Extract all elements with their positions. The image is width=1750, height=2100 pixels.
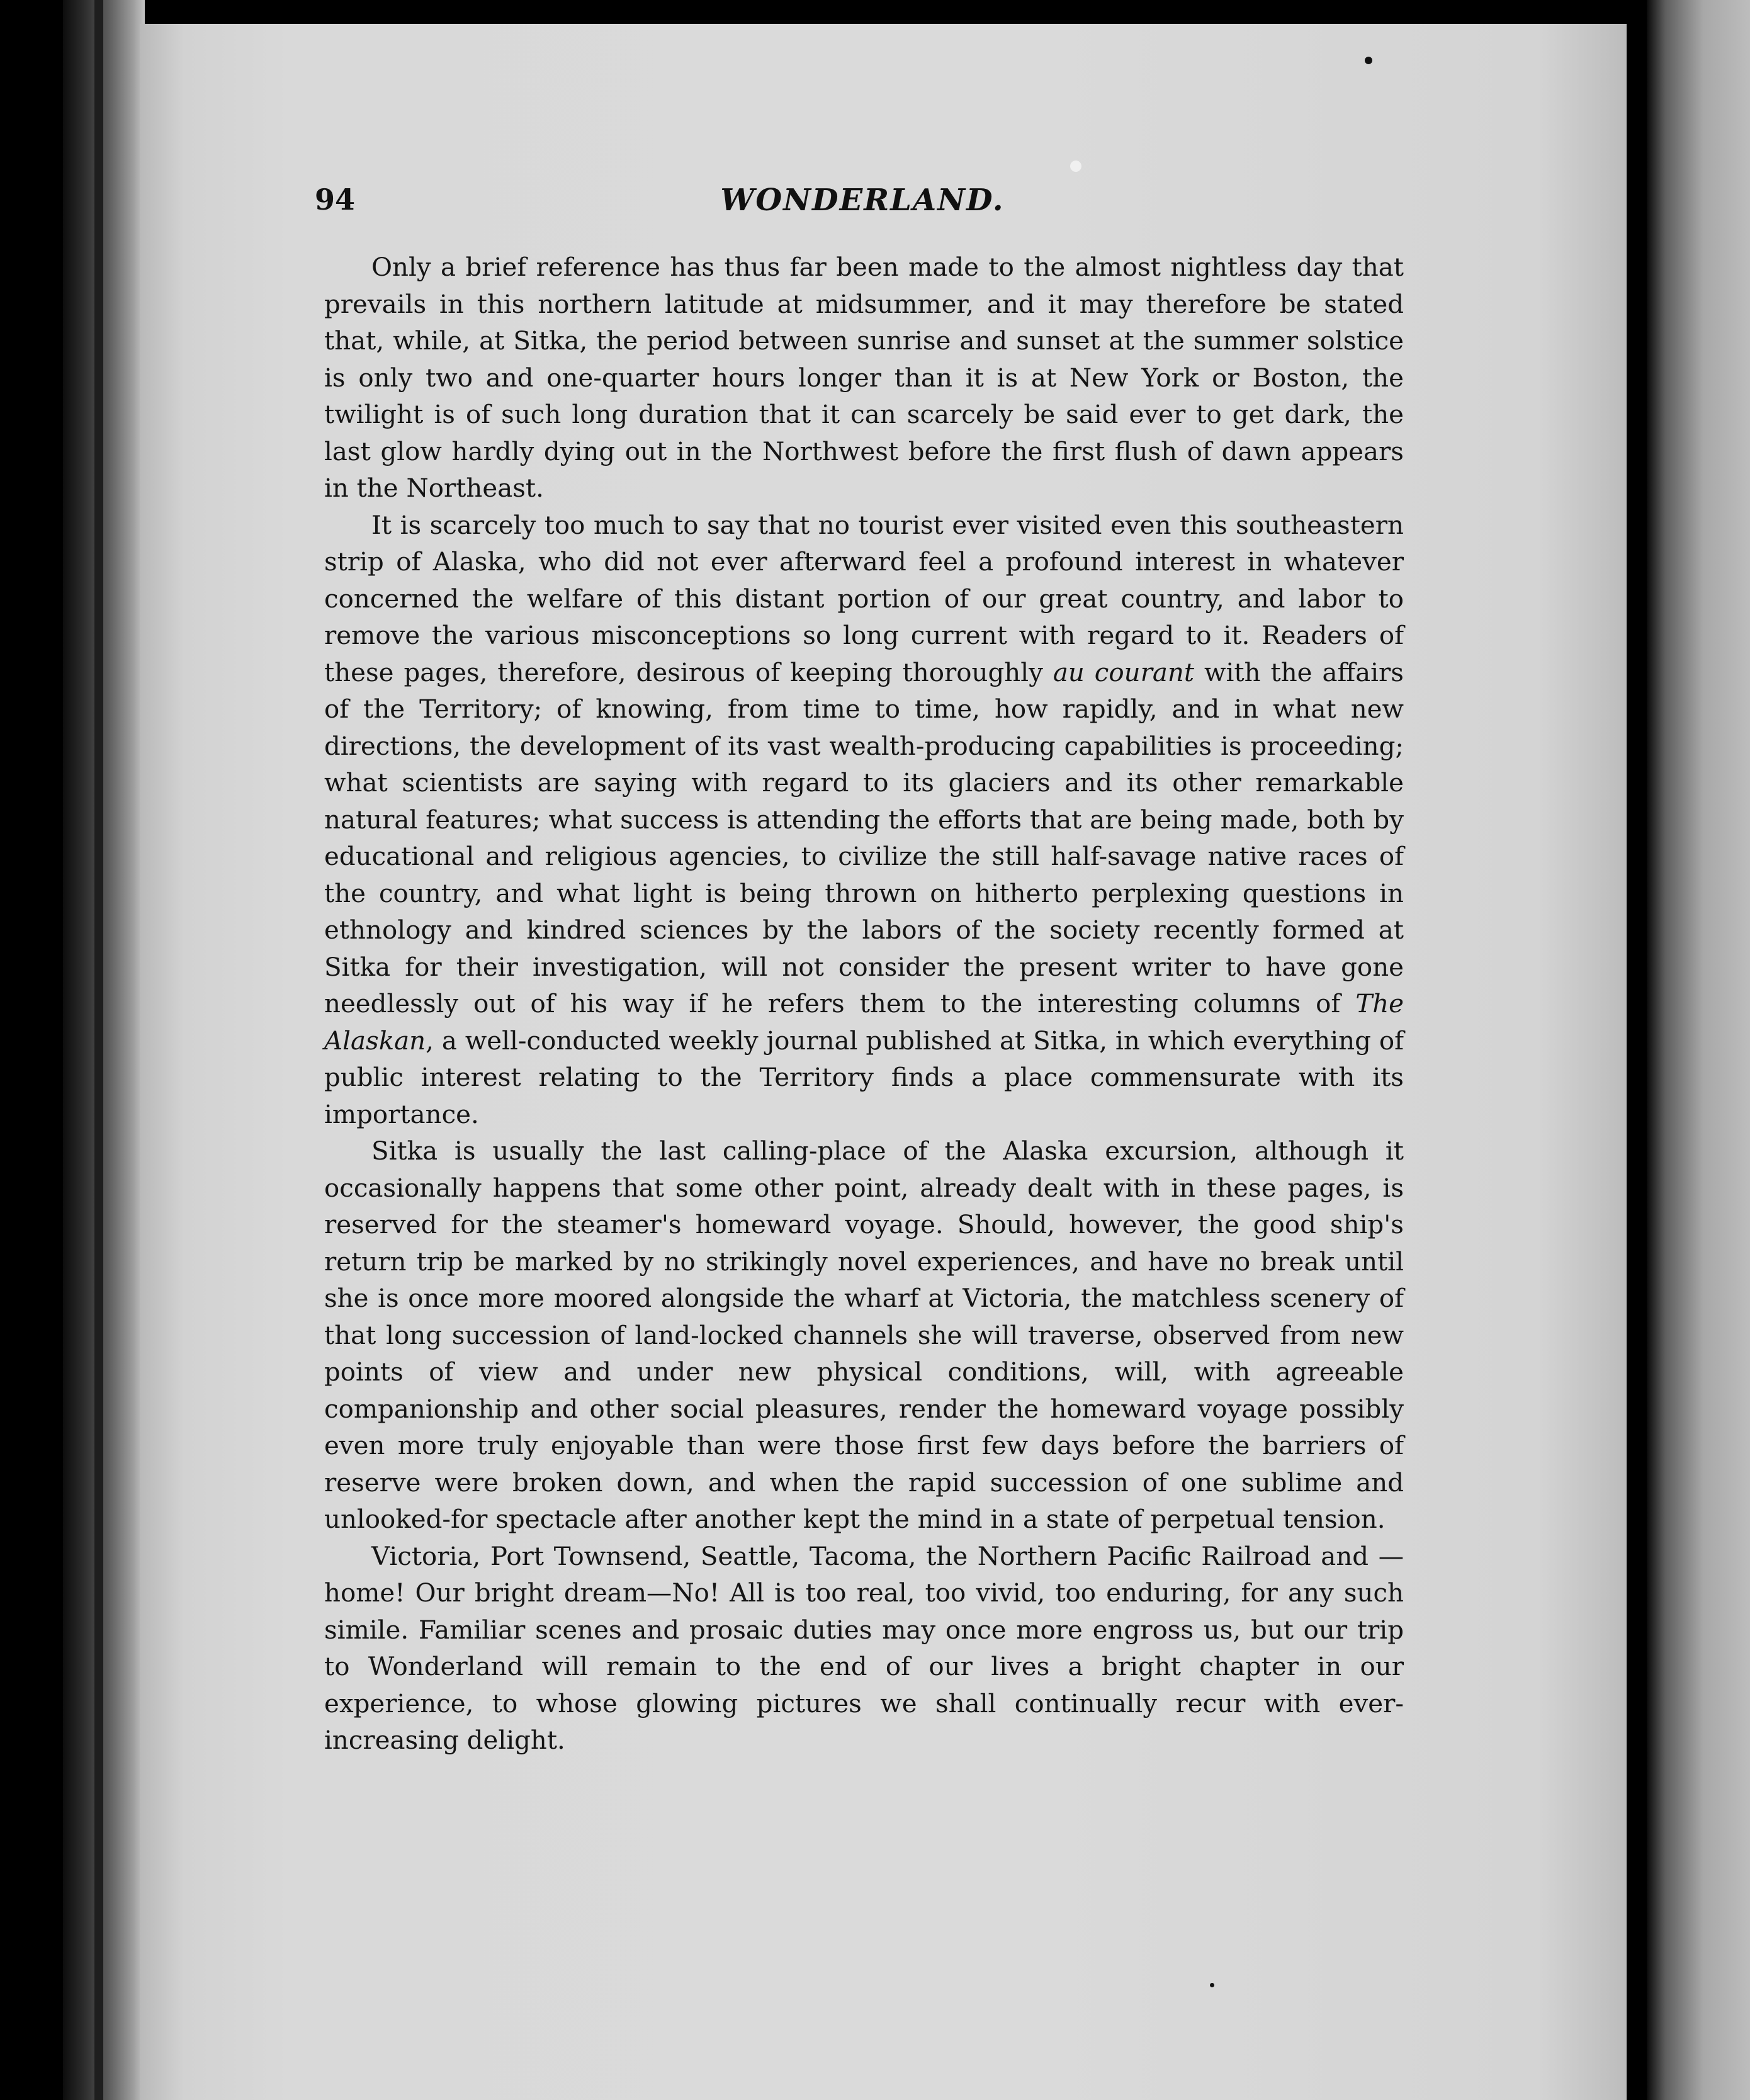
binding-shadow [63,0,145,2100]
paragraph [324,1133,1404,1538]
italic-phrase: au courant [1053,657,1195,687]
journal-title: The Alaskan [324,989,1404,1056]
speck [1070,161,1081,172]
paragraph [324,507,1404,1134]
paragraph-text: Victoria, Port Townsend, Seattle, Tacoma, the Northern Pacific Railroad and —home! Our bright dream—No! All is too real, too vivid, too enduring, for any such simile. Familiar scenes and prosaic duties may once more engross us, but our trip to Wonderland will remain to the end of our lives a bright chapter in our experience, to whose glowing pictures we shall continually recur with ever-increasing delight. [324,1541,1404,1755]
paragraph-text: Only a brief reference has thus far been made to the almost nightless day that prevails in this northern latitude at midsummer, and it may therefore be stated that, while, at Sitka, the period between sunrise and sunset at the summer solstice is only two and one-quarter hours longer than it is at New York or Boston, the twilight is of such long duration that it can scarcely be said ever to get dark, the last glow hardly dying out in the Northwest before the first flush of dawn appears in the Northeast. [324,252,1404,503]
paragraph [324,249,1404,507]
paragraph-text: , a well-conducted weekly journal published at Sitka, in which everything of public interest relating to the Territory finds a place commensurate with its importance. [324,1025,1404,1129]
paragraph-text: Sitka is usually the last calling-place of the Alaska excursion, although it occasionally happens that some other point, already dealt with in these pages, is reserved for the steamer's homeward voyage. Should, however, the good ship's return trip be marked by no strikingly novel experiences, and have no break until she is once more moored alongside the wharf at Victoria, the matchless scenery of that long succession of land-locked channels she will traverse, observed from new points of view and under new physical conditions, will, with agreeable companionship and other social pleasures, render the homeward voyage possibly even more truly enjoyable than were those first few days before the barriers of reserve were broken down, and when the rapid succession of one sublime and unlooked-for spectacle after another kept the mind in a state of perpetual tension. [324,1136,1404,1534]
paragraph-text: It is scarcely too much to say that no tourist ever visited even this southeastern strip of Alaska, who did not ever afterward feel a profound interest in whatever concerned the welfare of this distant portion of our great country, and labor to remove the various misconceptions so long current with regard to it. Readers of these pages, therefore, desirous of keeping thoroughly [324,510,1404,687]
binding-edge [94,0,103,2100]
facing-page-edge [1647,0,1750,2100]
body-text [324,249,1404,1759]
speck [1210,1983,1214,1987]
paragraph [324,1538,1404,1759]
paragraph-text: with the affairs of the Territory; of knowing, from time to time, how rapidly, and in what new directions, the development of its vast wealth-producing capabilities is proceeding; what scientists are saying with regard to its glaciers and its other remarkable natural features; what success is attending the efforts that are being made, both by educational and religious agencies, to civilize the still half-savage native races of the country, and what light is being thrown on hitherto perplexing questions in ethnology and kindred sciences by the labors of the society recently formed at Sitka for their investigation, will not consider the present writer to have gone needlessly out of his way if he refers them to the interesting columns of [324,657,1404,1019]
page-number: 94 [315,183,356,217]
running-title: WONDERLAND. [720,183,1005,218]
speck [1365,57,1372,64]
running-head [315,183,1410,233]
